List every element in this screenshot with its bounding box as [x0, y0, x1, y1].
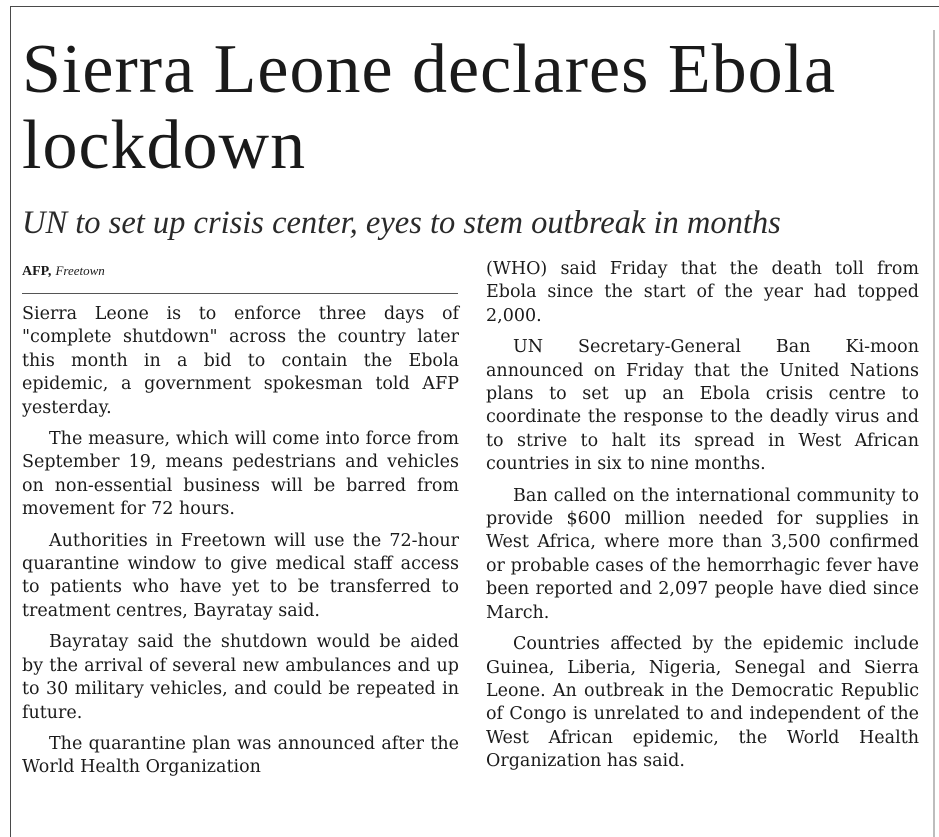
paragraph: Countries affected by the epidemic include Guinea, Liberia, Nigeria, Senegal and Sierra Leone. An outbreak in the Democratic Republic of Congo is unrelated to and independent of the West African epidemic, the World Health Organization has said.: [486, 634, 919, 772]
byline-divider: [22, 293, 458, 294]
paragraph: Authorities in Freetown will use the 72-hour quarantine window to give medical staff access to patients who have yet to be transferred to treatment centres, Bayratay said.: [22, 530, 459, 621]
byline-agency: AFP,: [22, 264, 52, 279]
paragraph: The measure, which will come into force from September 19, means pedestrians and vehicles on non-essential business will be barred from movement for 72 hours.: [22, 429, 459, 520]
paragraph: UN Secretary-General Ban Ki-moon announced on Friday that the United Nations plans to set up an Ebola crisis centre to coordinate the response to the deadly virus and to strive to halt its spread in West African countries in six to nine months.: [486, 337, 919, 475]
right-edge-shadow: [933, 30, 935, 837]
paragraph: The quarantine plan was announced after the World Health Organization: [22, 733, 459, 778]
headline: Sierra Leone declares Ebola lockdown: [22, 31, 837, 184]
paragraph: Sierra Leone is to enforce three days of "complete shutdown" across the country later this month in a bid to contain the Ebola epidemic, a government spokesman told AFP yesterday.: [22, 304, 459, 418]
paragraph: Ban called on the international community to provide $600 million needed for supplies in West Africa, where more than 3,500 confirmed or probable cases of the hemorrhagic fever have been reported and 2,097 people have died since March.: [486, 485, 919, 623]
frame-top-rule: [10, 6, 939, 7]
byline-dateline: Freetown: [55, 263, 105, 278]
paragraph: Bayratay said the shutdown would be aided by the arrival of several new ambulances and up to 30 military vehicles, and could be repeated in future.: [22, 632, 459, 723]
article-column-right: [486, 258, 919, 782]
frame-left-rule: [10, 6, 11, 837]
article-column-left: [22, 303, 459, 788]
byline: [22, 262, 105, 281]
subheadline: UN to set up crisis center, eyes to stem outbreak in months: [22, 205, 781, 241]
paragraph: (WHO) said Friday that the death toll from Ebola since the start of the year had topped 2,000.: [486, 259, 919, 326]
